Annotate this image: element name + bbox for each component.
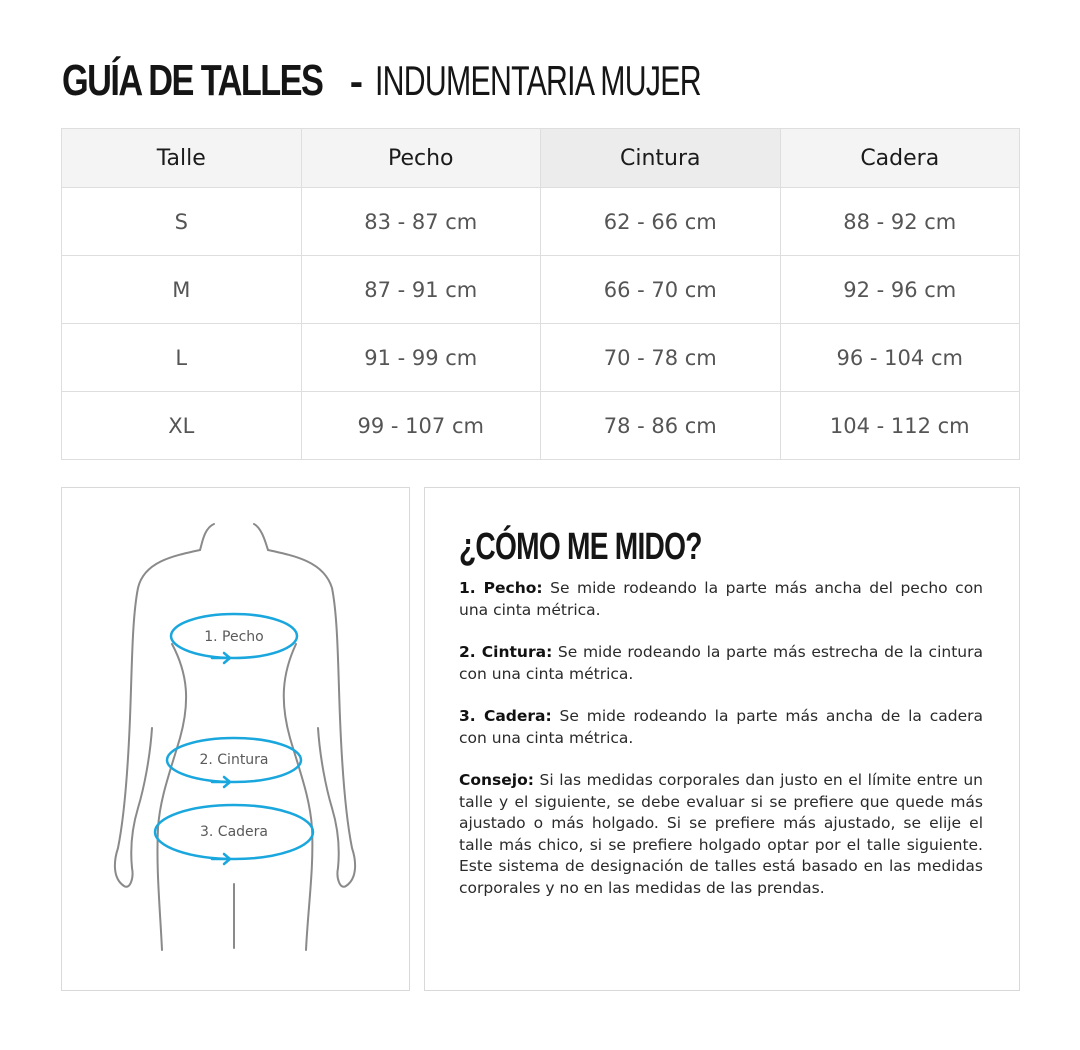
cell-cintura: 66 - 70 cm (541, 256, 781, 324)
how-to-text (459, 578, 983, 920)
instruction-pecho (459, 578, 983, 621)
cell-cadera: 96 - 104 cm (780, 324, 1020, 392)
col-header-talle: Talle (62, 129, 302, 188)
title-dash: - (349, 60, 364, 104)
instruction-term: 3. Cadera: (459, 707, 552, 725)
label-cadera: 3. Cadera (200, 824, 268, 840)
cell-pecho: 87 - 91 cm (301, 256, 541, 324)
table-row (62, 188, 1020, 256)
cell-cadera: 92 - 96 cm (780, 256, 1020, 324)
cell-pecho: 83 - 87 cm (301, 188, 541, 256)
instruction-text: Se mide rodeando la parte más ancha de la cadera con una cinta métrica. (459, 707, 983, 747)
body-silhouette-figure (62, 488, 411, 992)
size-table (61, 128, 1020, 460)
body-figure-panel (61, 487, 410, 991)
cell-cintura: 62 - 66 cm (541, 188, 781, 256)
instruction-text: Si las medidas corporales dan justo en el límite entre un talle y el siguiente, se debe evaluar si se prefiere que quede más ajustado o más holgado. Si se prefiere más ajustado, se elije el talle más chico, si se prefiere holgado optar por el talle siguiente. Este sistema de designación de talles está basado en las medidas corporales y no en las medidas de las prendas. (459, 771, 983, 897)
cell-pecho: 99 - 107 cm (301, 392, 541, 460)
instruction-term: 1. Pecho: (459, 579, 543, 597)
cell-cintura: 70 - 78 cm (541, 324, 781, 392)
cell-talle: M (62, 256, 302, 324)
how-to-title: ¿CÓMO ME MIDO? (459, 526, 702, 568)
cell-pecho: 91 - 99 cm (301, 324, 541, 392)
cell-cintura: 78 - 86 cm (541, 392, 781, 460)
right-waist-curve (284, 644, 313, 950)
instruction-consejo (459, 770, 983, 899)
table-row (62, 256, 1020, 324)
cell-talle: L (62, 324, 302, 392)
title-sub: INDUMENTARIA MUJER (375, 57, 701, 104)
page-title (62, 56, 828, 108)
waist-arrow-icon (212, 777, 230, 787)
cell-cadera: 104 - 112 cm (780, 392, 1020, 460)
instruction-text: Se mide rodeando la parte más estrecha de la cintura con una cinta métrica. (459, 643, 983, 683)
col-header-cadera: Cadera (780, 129, 1020, 188)
col-header-pecho: Pecho (301, 129, 541, 188)
instruction-cintura (459, 642, 983, 685)
label-pecho: 1. Pecho (204, 629, 264, 645)
size-table-header (62, 129, 1020, 188)
instruction-text: Se mide rodeando la parte más ancha del pecho con una cinta métrica. (459, 579, 984, 619)
how-to-measure-panel (424, 487, 1020, 991)
table-row (62, 324, 1020, 392)
chest-arrow-icon (212, 653, 230, 663)
instruction-term: 2. Cintura: (459, 643, 553, 661)
left-neck-line (200, 524, 214, 550)
col-header-cintura: Cintura (541, 129, 781, 188)
right-neck-line (254, 524, 268, 550)
table-row (62, 392, 1020, 460)
title-main: GUÍA DE TALLES (62, 56, 323, 105)
left-waist-curve (157, 644, 186, 950)
instruction-term: Consejo: (459, 771, 534, 789)
label-cintura: 2. Cintura (199, 752, 269, 768)
cell-talle: XL (62, 392, 302, 460)
cell-talle: S (62, 188, 302, 256)
instruction-cadera (459, 706, 983, 749)
hip-arrow-icon (212, 854, 230, 864)
cell-cadera: 88 - 92 cm (780, 188, 1020, 256)
